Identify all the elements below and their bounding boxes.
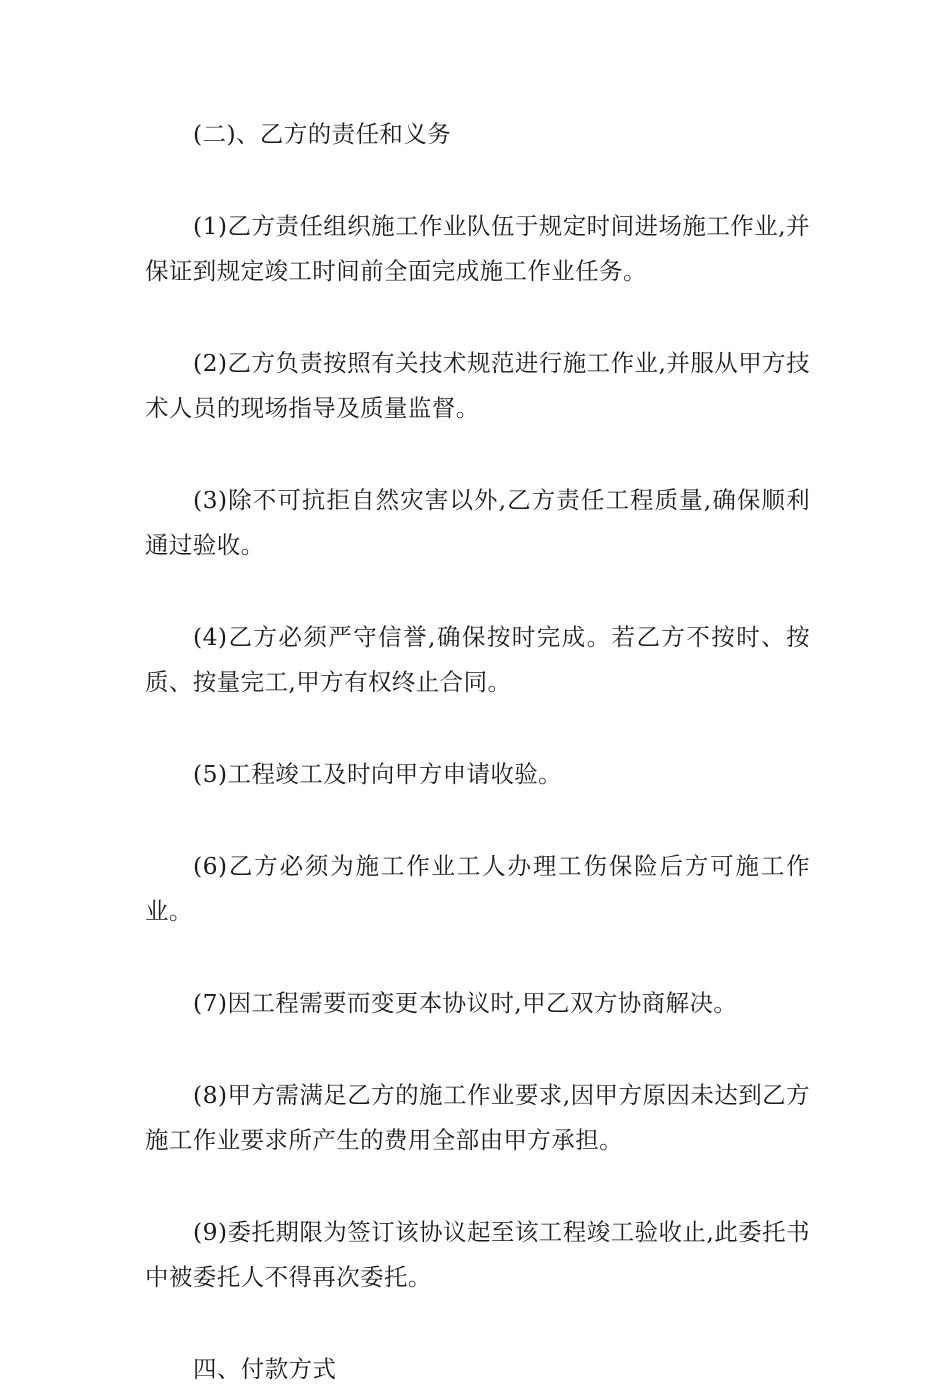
clause-2: (2)乙方负责按照有关技术规范进行施工作业,并服从甲方技术人员的现场指导及质量监督。	[145, 349, 810, 422]
clause-9: (9)委托期限为签订该协议起至该工程竣工验收止,此委托书中被委托人不得再次委托。	[145, 1218, 810, 1291]
section-heading-party-b-duties: (二)、乙方的责任和义务	[193, 120, 452, 148]
clause-6: (6)乙方必须为施工作业工人办理工伤保险后方可施工作业。	[145, 852, 810, 925]
clause-3: (3)除不可抗拒自然灾害以外,乙方责任工程质量,确保顺利通过验收。	[145, 486, 810, 559]
document-body	[145, 112, 810, 1392]
clause-1: (1)乙方责任组织施工作业队伍于规定时间进场施工作业,并保证到规定竣工时间前全面完成施工作业任务。	[145, 212, 810, 285]
clause-8: (8)甲方需满足乙方的施工作业要求,因甲方原因未达到乙方施工作业要求所产生的费用全部由甲方承担。	[145, 1081, 810, 1154]
clause-4: (4)乙方必须严守信誉,确保按时完成。若乙方不按时、按质、按量完工,甲方有权终止合同。	[145, 623, 810, 696]
section-heading-payment-method: 四、付款方式	[193, 1355, 337, 1383]
clause-5: (5)工程竣工及时向甲方申请收验。	[193, 760, 563, 788]
clause-7: (7)因工程需要而变更本协议时,甲乙双方协商解决。	[193, 989, 738, 1017]
